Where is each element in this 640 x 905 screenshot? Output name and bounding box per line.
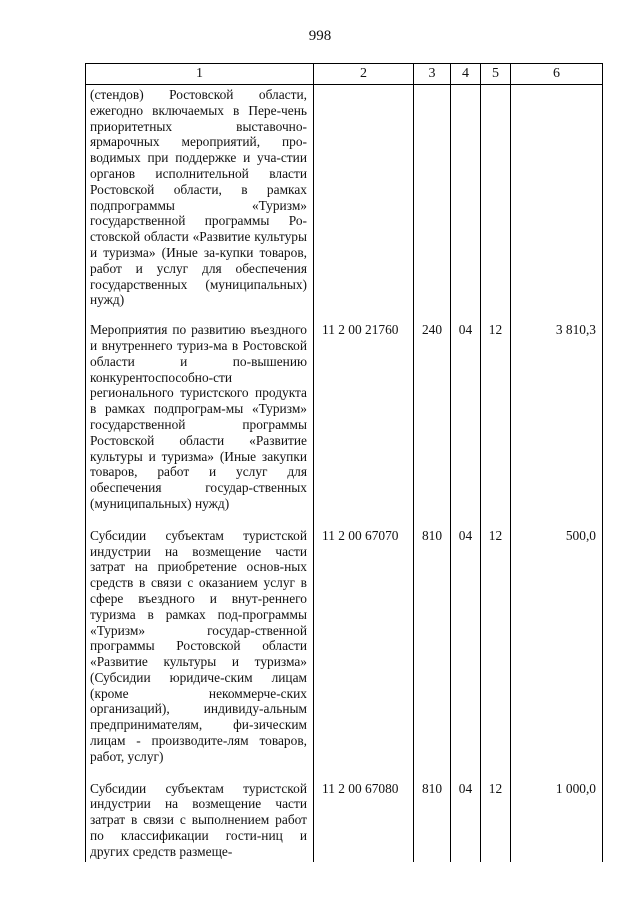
subsection-code <box>481 85 511 309</box>
amount: 1 000,0 <box>511 767 603 862</box>
table-row <box>86 85 603 309</box>
target-article-code: 11 2 00 67070 <box>314 514 414 767</box>
row-description: Субсидии субъектам туристской индустрии на возмещение части затрат в связи с выполнением работ по классификации гости-ниц и других средств размеще- <box>86 767 314 862</box>
section-code: 04 <box>451 308 481 514</box>
expense-type-code: 240 <box>414 308 451 514</box>
expense-type-code <box>414 85 451 309</box>
expense-type-code: 810 <box>414 767 451 862</box>
amount: 3 810,3 <box>511 308 603 514</box>
row-description: Субсидии субъектам туристской индустрии на возмещение части затрат на приобретение основ-ных средств в связи с оказанием услуг в сфере въездного и внут-реннего туризма в рамках под-программы «Туризм» государ-ственной программы Ростовской области «Развитие культуры и туризма» (Субсидии юридиче-ским лицам (кроме некоммерче-ских организаций), индивиду-альным предпринимателям, фи-зическим лицам - производите-лям товаров, работ, услуг) <box>86 514 314 767</box>
column-header: 4 <box>451 64 481 85</box>
table-row <box>86 514 603 767</box>
column-header: 6 <box>511 64 603 85</box>
target-article-code <box>314 85 414 309</box>
table-row <box>86 308 603 514</box>
subsection-code: 12 <box>481 514 511 767</box>
target-article-code: 11 2 00 21760 <box>314 308 414 514</box>
column-header: 2 <box>314 64 414 85</box>
budget-table <box>85 63 603 862</box>
amount <box>511 85 603 309</box>
target-article-code: 11 2 00 67080 <box>314 767 414 862</box>
row-description: Мероприятия по развитию въездного и внутреннего туриз-ма в Ростовской области и по-вышению конкурентоспособно-сти регионального туристского продукта в рамках подпрограм-мы «Туризм» государственной программы Ростовской области «Развитие культуры и туризма» (Иные закупки товаров, работ и услуг для обеспечения государ-ственных (муниципальных) нужд) <box>86 308 314 514</box>
subsection-code: 12 <box>481 308 511 514</box>
expense-type-code: 810 <box>414 514 451 767</box>
page-number: 998 <box>308 28 332 44</box>
section-code: 04 <box>451 514 481 767</box>
table-row <box>86 767 603 862</box>
column-header: 3 <box>414 64 451 85</box>
section-code <box>451 85 481 309</box>
column-header: 1 <box>86 64 314 85</box>
amount: 500,0 <box>511 514 603 767</box>
row-description: (стендов) Ростовской области, ежегодно включаемых в Пере-чень приоритетных выставочно-ярмарочных мероприятий, про-водимых при поддержке и уча-стии органов исполнительной власти Ростовской области, в рамках подпрограммы «Туризм» государственной программы Ро-стовской области «Развитие культуры и туризма» (Иные за-купки товаров, работ и услуг для обеспечения государственных (муниципальных) нужд) <box>86 85 314 309</box>
subsection-code: 12 <box>481 767 511 862</box>
column-header: 5 <box>481 64 511 85</box>
table-header-row <box>86 64 603 85</box>
section-code: 04 <box>451 767 481 862</box>
